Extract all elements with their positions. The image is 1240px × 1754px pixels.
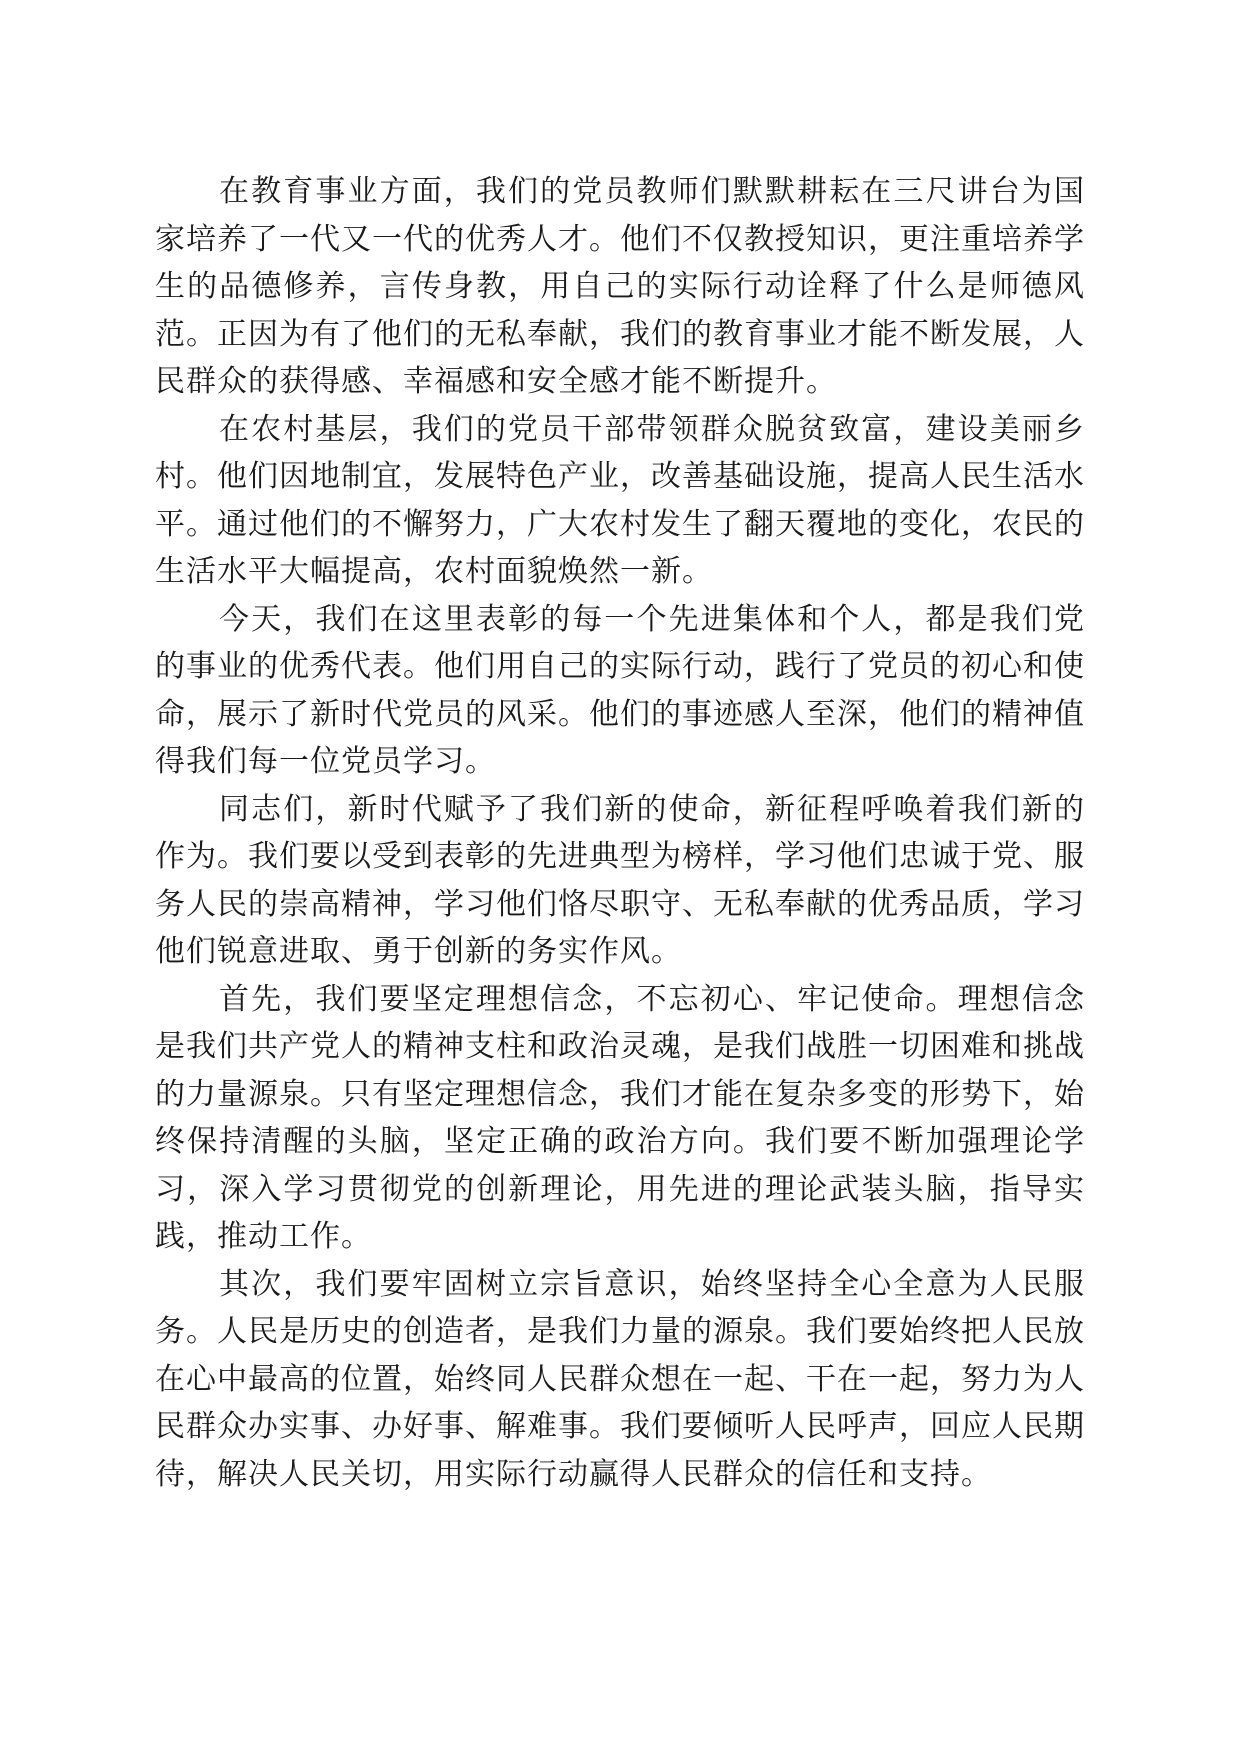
paragraph-second-purpose: 其次，我们要牢固树立宗旨意识，始终坚持全心全意为人民服务。人民是历史的创造者，是我们力量的源泉。我们要始终把人民放在心中最高的位置，始终同人民群众想在一起、干在一起，努力为人民群众办实事、办好事、解难事。我们要倾听人民呼声，回应人民期待，解决人民关切，用实际行动赢得人民群众的信任和支持。 [155, 1266, 1085, 1492]
document-body [155, 168, 1085, 1498]
paragraph-commendation: 今天，我们在这里表彰的每一个先进集体和个人，都是我们党的事业的优秀代表。他们用自己的实际行动，践行了党员的初心和使命，展示了新时代党员的风采。他们的事迹感人至深，他们的精神值得我们每一位党员学习。 [155, 601, 1085, 779]
paragraph-rural: 在农村基层，我们的党员干部带领群众脱贫致富，建设美丽乡村。他们因地制宜，发展特色产业，改善基础设施，提高人民生活水平。通过他们的不懈努力，广大农村发生了翻天覆地的变化，农民的生活水平大幅提高，农村面貌焕然一新。 [155, 411, 1085, 589]
paragraph-first-ideals: 首先，我们要坚定理想信念，不忘初心、牢记使命。理想信念是我们共产党人的精神支柱和政治灵魂，是我们战胜一切困难和挑战的力量源泉。只有坚定理想信念，我们才能在复杂多变的形势下，始终保持清醒的头脑，坚定正确的政治方向。我们要不断加强理论学习，深入学习贯彻党的创新理论，用先进的理论武装头脑，指导实践，推动工作。 [155, 981, 1085, 1254]
paragraph-education: 在教育事业方面，我们的党员教师们默默耕耘在三尺讲台为国家培养了一代又一代的优秀人才。他们不仅教授知识，更注重培养学生的品德修养，言传身教，用自己的实际行动诠释了什么是师德风范。正因为有了他们的无私奉献，我们的教育事业才能不断发展，人民群众的获得感、幸福感和安全感才能不断提升。 [155, 174, 1085, 399]
paragraph-new-era: 同志们，新时代赋予了我们新的使命，新征程呼唤着我们新的作为。我们要以受到表彰的先进典型为榜样，学习他们忠诚于党、服务人民的崇高精神，学习他们恪尽职守、无私奉献的优秀品质，学习他们锐意进取、勇于创新的务实作风。 [155, 791, 1085, 969]
